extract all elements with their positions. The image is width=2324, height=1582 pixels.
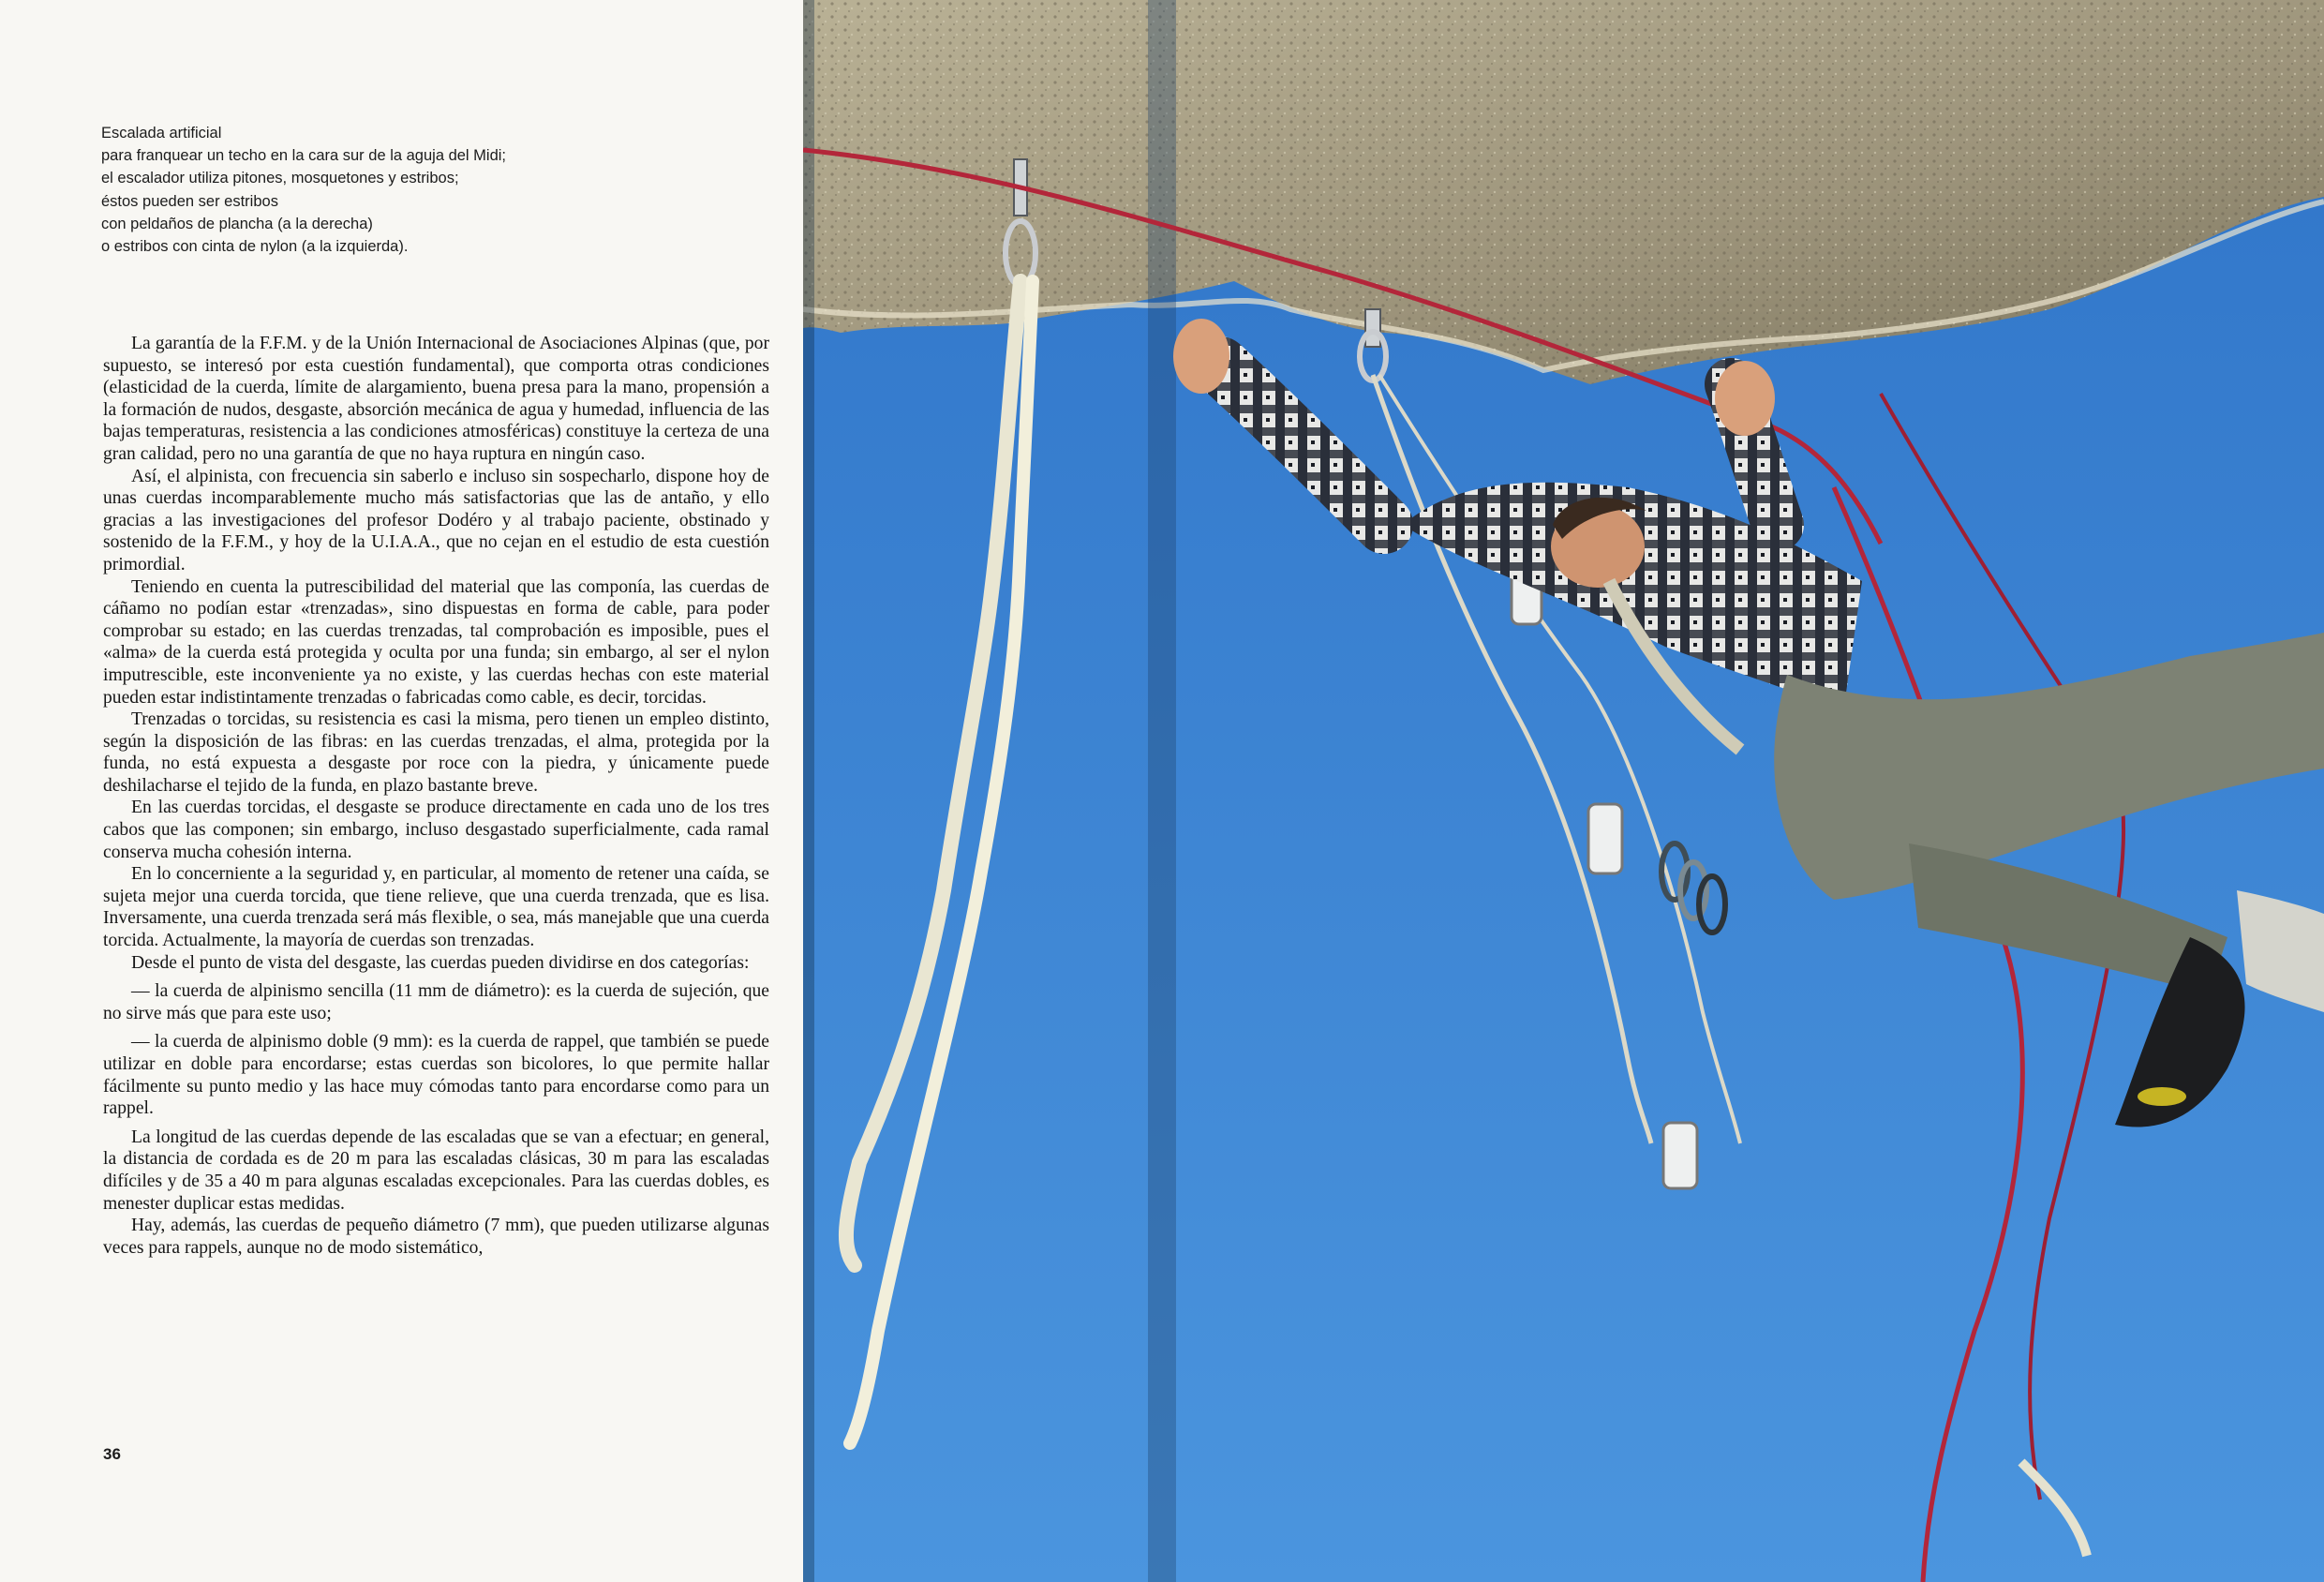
etrier-rung-2 xyxy=(1663,1123,1697,1188)
article-body xyxy=(103,333,769,1259)
etrier-rung-1 xyxy=(1588,804,1622,873)
photo-caption xyxy=(101,122,757,258)
left-page xyxy=(0,0,803,1582)
caption-line: para franquear un techo en la cara sur de la aguja del Midi; xyxy=(101,147,507,165)
list-item-double-rope: — la cuerda de alpinismo doble (9 mm): es la cuerda de rappel, que también se puede utilizar en doble para encordarse; estas cuerdas son bicolores, lo que permite hallar fácilmente su punto medio y las hace muy cómodas tanto para encordarse como para un rappel. xyxy=(103,1032,769,1119)
paragraph: Desde el punto de vista del desgaste, las cuerdas pueden dividirse en dos categorías: xyxy=(131,952,750,973)
caption-line: Escalada artificial xyxy=(101,125,222,142)
climber-illustration xyxy=(803,0,2324,1582)
paragraph: Trenzadas o torcidas, su resistencia es casi la misma, pero tienen un empleo distinto, según la disposición de las fibras: en las cuerdas trenzadas, el alma, protegida por la funda, no está expuesta a desgaste por roce con la piedra, y únicamente puede deshilacharse el tejido de la funda, en plazo bastante breve. xyxy=(103,709,769,796)
paragraph: La garantía de la F.F.M. y de la Unión Internacional de Asociaciones Alpinas (que, por supuesto, se interesó por esta cuestión fundamental), que comporta otras condiciones (elasticidad de la cuerda, límite de alargamiento, buena presa para la mano, propensión a la formación de nudos, desgaste, absorción mecánica de agua y humedad, influencia de las bajas temperaturas, resistencia a las condiciones atmosféricas) constituye la certeza de una gran calidad, pero no una garantía de que no haya ruptura en ningún caso. xyxy=(103,334,769,464)
caption-line: el escalador utiliza pitones, mosquetones y estribos; xyxy=(101,170,459,187)
paragraph: La longitud de las cuerdas depende de las escaladas que se van a efectuar; en general, la distancia de cordada es de 20 m para las escaladas clásicas, 30 m para las escaladas difíciles y de 35 a 40 m para algunas escaladas excepcionales. Para las cuerdas dobles, es menester duplicar estas medidas. xyxy=(103,1127,769,1214)
paragraph: Hay, además, las cuerdas de pequeño diámetro (7 mm), que pueden utilizarse algunas veces para rappels, aunque no de modo sistemático, xyxy=(103,1216,769,1258)
list-item-single-rope: — la cuerda de alpinismo sencilla (11 mm de diámetro): es la cuerda de sujeción, que no sirve más que para este uso; xyxy=(103,981,769,1023)
paragraph: Teniendo en cuenta la putrescibilidad del material que las componía, las cuerdas de cáñamo no podían estar «trenzadas», sino dispuestas en forma de cable, para poder comprobar su estado; en las cuerdas trenzadas, tal comprobación es imposible, pues el «alma» de la cuerda está protegida y oculta por una funda; sin embargo, al ser el nylon imputrescible, este inconveniente ya no existe, y las cuerdas hechas con este material pueden estar indistintamente trenzadas o fabricadas como cable, es decir, torcidas. xyxy=(103,576,769,708)
caption-line: éstos pueden ser estribos xyxy=(101,192,278,210)
paragraph: En las cuerdas torcidas, el desgaste se produce directamente en cada uno de los tres cabos que las componen; sin embargo, incluso desgastado superficialmente, cada ramal conserva mucha cohesión interna. xyxy=(103,798,769,862)
caption-line: o estribos con cinta de nylon (a la izquierda). xyxy=(101,238,409,256)
paragraph: Así, el alpinista, con frecuencia sin saberlo e incluso sin sospecharlo, dispone hoy de unas cuerdas incomparablemente mucho más satisfactorias que las de antaño, y ello gracias a las investigaciones del profesor Dodéro y al trabajo paciente, obstinado y sostenido de la F.F.M., y hoy de la U.I.A.A., que no cejan en el estudio de esta cuestión primordial. xyxy=(103,466,769,575)
page-number: 36 xyxy=(103,1445,121,1463)
gutter-shadow xyxy=(1148,0,1176,1582)
caption-line: con peldaños de plancha (a la derecha) xyxy=(101,215,373,232)
paragraph: En lo concerniente a la seguridad y, en particular, al momento de retener una caída, se sujeta mejor una cuerda torcida, que tiene relieve, que una cuerda trenzada, que es lisa. Inversamente, una cuerda trenzada será más flexible, o sea, más manejable que una cuerda torcida. Actualmente, la mayoría de cuerdas son trenzadas. xyxy=(103,864,769,951)
climbing-photo xyxy=(803,0,2324,1582)
